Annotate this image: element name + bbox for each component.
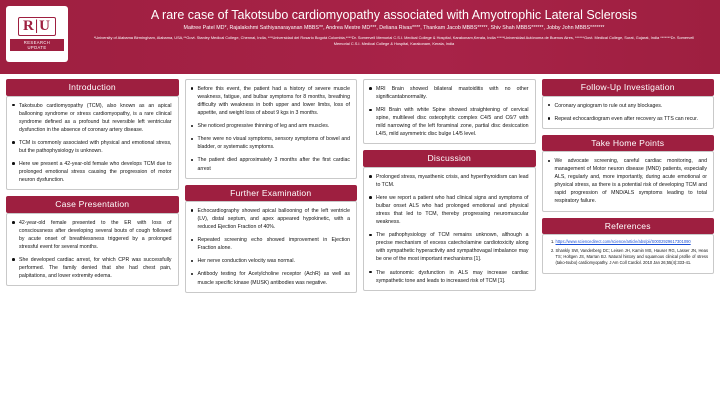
section-body-discussion [363,167,536,291]
reference-item [556,239,709,245]
list-item: Before this event, the patient had a history of severe muscle weakness, fatigue, and bulbar symptoms for 8 months, breathing difficulty with weakness in both upper and lower limbs, loss of appetite, and weight loss of about 9 kgs in 3 months. [190,85,351,117]
section-body-further-examination [185,201,358,293]
poster-columns [0,74,720,405]
poster-header [0,0,720,74]
logo-mark: R|U [18,17,56,36]
list-item: MRI Brain showed bilateral mastoiditis with no other significantabnormality. [368,85,529,101]
logo-caption: RESEARCH UPDATE [10,39,64,52]
list-item: Her nerve conduction velocity was normal. [190,257,351,265]
section-case-presentation [6,196,179,286]
author-list: Maitree Patel MD*, Rajalakshmi Sathiyanarayanan MBBS**, Andrea Mestre MD***, Deliana Rivas****, Thankam Jacob MBBS*****, Shiv Shah MBBS******, Jobby John MBBS******* [183,25,605,32]
list-item: Repeated screening echo showed improvement in Ejection Fraction alone. [190,236,351,252]
section-imaging [363,79,536,144]
section-body-case-presentation [6,213,179,286]
list-item: Prolonged stress, myasthenic crisis, and hyperthyroidism can lead to TCM. [368,173,529,189]
column-2 [185,79,358,399]
column-4-spacer [542,280,715,399]
section-title-discussion: Discussion [363,150,536,167]
section-title-case-presentation: Case Presentation [6,196,179,213]
section-body-references [542,234,715,274]
section-title-introduction: Introduction [6,79,179,96]
affiliation-list: *University of Alabama Birmingham, Alabama, USA,**Govt. Stanley Medical College, Chennai, India, ***Universidad del Rosario Bogotá Colombia,****Dr. Somervell Memorial C.S.I. Medical College & Hospital, Karakonam,Kerala, India *****Universidad Autónoma de Buenos Aires, ******Govt. Medical College, Surat, Gujarat, India *******Dr. Somervell Memorial C.S.I. Medical College & Hospital, Karakonam, Kerala, India [93,35,695,46]
section-body-imaging [363,79,536,144]
section-case-continued [185,79,358,179]
page-title: A rare case of Takotsubo cardiomyopathy associated with Amyotrophic Lateral Sclerosis [150,8,638,22]
list-item: There were no visual symptoms, sensory symptoms of bowel and bladder, or systematic symptoms. [190,135,351,151]
section-title-follow-up: Follow-Up Investigation [542,79,715,96]
column-1 [6,79,179,399]
section-body-introduction [6,96,179,191]
reference-item: 2. Shankly SW, Vanderberg DC; Leisen JH, Kamin MS, Hauser RG, Lasser JN, Heas TS; Holtgen JS, Marran BJ. Natural history and squamous clinical profile of stress (tako-tsubo) cardiomyopathy. J Am Coll Cardiol. 2010 Jan 26;55(4):333-41. [556,248,709,266]
list-item: The patient died approximately 3 months after the first cardiac arrest [190,156,351,172]
section-follow-up [542,79,715,129]
column-4 [542,79,715,399]
list-item: We advocate screening, careful cardiac monitoring, and management of Motor neuron disease (MND) patients, especially ALS, regularly and, more importantly, during acute emotional or physical stress, as there is a potential risk of developing TCM and rapid progression of MND/ALS symptoms leading to total respiratory failure. [547,157,708,205]
list-item: Takotsubo cardiomyopathy (TCM), also known as an apical ballooning syndrome or stress cardiomyopathy, is a rare clinical syndrome defined as a profound but reversible left ventricular dysfunction in the absence of coronary artery disease. [11,102,172,134]
section-body-follow-up [542,96,715,129]
list-item: 42-year-old female presented to the ER with loss of consciousness after developing several bouts of cough followed by acute onset of breathlessness triggered by a prolonged stressful event for several months. [11,219,172,251]
section-body-take-home [542,151,715,211]
list-item: Here we report a patient who had clinical signs and symptoms of bulbar onset ALS who had prolonged emotional and physical stress that led to TCM, thereby progressing neuromuscular weakness. [368,194,529,226]
list-item: The pathophysiology of TCM remains unknown, although a precise mechanism of excess catecholamine cardiotoxicity along with sympathetic hyperactivity and sympathovagal imbalance may be one of the most important mechanisms [1]. [368,231,529,263]
section-discussion [363,150,536,290]
column-3-spacer [363,297,536,399]
institution-logo [6,6,68,62]
list-item: MRI Brain with white Spine showed straightening of cervical spine, multilevel disc osteophytic complex C4/5 and C6/7 with mild narrowing of the left foraminal zone, partial disc desiccation L4/5, mild asymmetric disc bulge L4/5 level. [368,106,529,138]
column-3 [363,79,536,399]
header-main [74,4,714,47]
list-item: Antibody testing for Acetylcholine receptor (AchR) as well as muscle specific kinase (MUSK) antibodies was negative. [190,270,351,286]
column-1-spacer [6,292,179,399]
section-body-case-continued [185,79,358,179]
column-2-spacer [185,299,358,399]
list-item: Repeat echocardiogram even after recovery as TTS can recur. [547,115,708,123]
reference-link[interactable]: https://www.sciencedirect.com/science/article/abs/pii/S0002929617301090 [555,239,691,244]
section-title-references: References [542,218,715,235]
list-item: Echocardiography showed apical ballooning of the left ventricle (LV), distal septum, and apex appeared hypokinetic, with a reduced Ejection Fraction of 40%. [190,207,351,231]
section-title-further-examination: Further Examination [185,185,358,202]
list-item: She developed cardiac arrest, for which CPR was successfully performed. The family denied that she had chest pain, palpitations, and lower extremity edema. [11,256,172,280]
section-introduction [6,79,179,190]
section-title-take-home: Take Home Points [542,135,715,152]
section-references [542,218,715,274]
list-item: Here we present a 42-year-old female who develops TCM due to prolonged emotional stress causing the progression of motor neuron dysfunction. [11,160,172,184]
section-take-home [542,135,715,212]
list-item: She noticed progressive thinning of leg and arm muscles. [190,122,351,130]
list-item: Coronary angiogram to rule out any blockages. [547,102,708,110]
list-item: TCM is commonly associated with physical and emotional stress, but the pathophysiology is unknown. [11,139,172,155]
section-further-examination [185,185,358,293]
list-item: The autonomic dysfunction in ALS may increase cardiac sympathetic tone and leads to increased risk of TCM [1]. [368,269,529,285]
